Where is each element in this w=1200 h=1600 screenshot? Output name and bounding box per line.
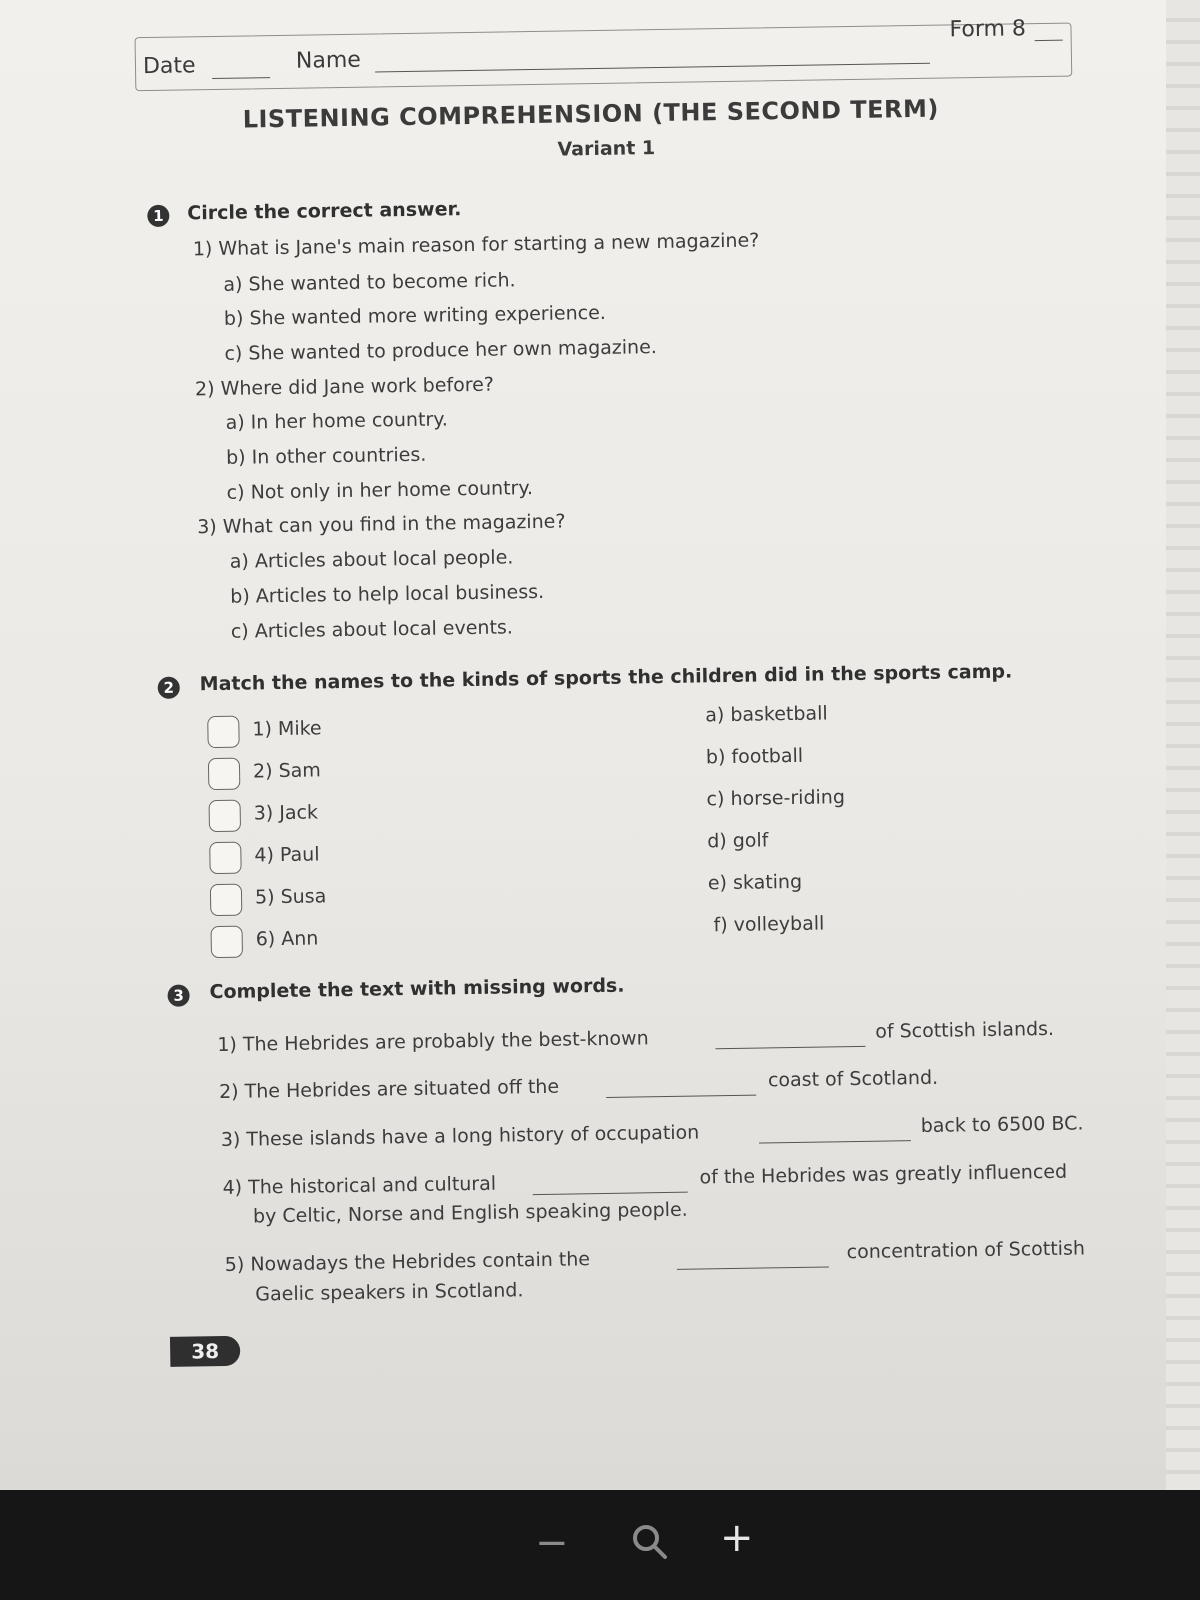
gap-sentence-3-start: 3) These islands have a long history of occupation	[220, 1121, 700, 1152]
q3-option-b: b) Articles to help local business.	[230, 580, 545, 608]
zoom-out-button[interactable]: −	[535, 1520, 569, 1566]
q2-option-b: b) In other countries.	[225, 443, 427, 469]
task1-instruction: Circle the correct answer.	[187, 198, 462, 225]
gap-sentence-1-start: 1) The Hebrides are probably the best-known	[217, 1027, 649, 1057]
task2-number-badge: 2	[158, 677, 180, 699]
gap-blank-2[interactable]	[606, 1095, 756, 1098]
gap-sentence-5-end: concentration of Scottish	[846, 1237, 1086, 1264]
q1-option-c: c) She wanted to produce her own magazine.	[224, 336, 658, 365]
gap-sentence-2-start: 2) The Hebrides are situated off the	[218, 1075, 560, 1104]
gap-sentence-5-start: 5) Nowadays the Hebrides contain the	[224, 1248, 591, 1276]
sport-option-e: e) skating	[707, 870, 803, 895]
match-box-1[interactable]	[207, 716, 239, 748]
zoom-in-button[interactable]: +	[720, 1515, 754, 1561]
name-label: Name	[295, 47, 362, 74]
q2-option-c: c) Not only in her home country.	[226, 477, 534, 504]
match-box-5[interactable]	[210, 884, 242, 916]
gap-blank-4[interactable]	[533, 1192, 688, 1195]
form-label: Form 8	[949, 16, 1027, 43]
match-box-6[interactable]	[211, 926, 243, 958]
match-name-3: 3) Jack	[253, 801, 319, 825]
sport-option-f: f) volleyball	[713, 912, 825, 937]
match-name-4: 4) Paul	[254, 843, 320, 867]
q1-option-a: a) She wanted to become rich.	[223, 269, 516, 296]
page-number: 38	[170, 1336, 240, 1367]
header-box	[135, 23, 1073, 92]
question-2: 2) Where did Jane work before?	[194, 373, 495, 401]
match-name-2: 2) Sam	[252, 759, 322, 783]
gap-sentence-3-end: back to 6500 BC.	[920, 1112, 1084, 1138]
gap-sentence-4-end: of the Hebrides was greatly influenced	[699, 1160, 1068, 1189]
gap-blank-1[interactable]	[715, 1046, 865, 1049]
sport-option-b: b) football	[705, 744, 804, 769]
q3-option-a: a) Articles about local people.	[229, 546, 514, 573]
sport-option-d: d) golf	[707, 829, 769, 853]
match-box-3[interactable]	[209, 800, 241, 832]
task1-number-badge: 1	[147, 205, 169, 227]
q2-option-a: a) In her home country.	[225, 408, 449, 434]
question-3: 3) What can you find in the magazine?	[197, 510, 566, 539]
gap-blank-3[interactable]	[759, 1140, 911, 1143]
match-name-5: 5) Susa	[254, 885, 327, 909]
match-box-4[interactable]	[209, 842, 241, 874]
gap-sentence-4-cont: by Celtic, Norse and English speaking people.	[252, 1198, 688, 1228]
match-name-1: 1) Mike	[252, 717, 322, 741]
gap-blank-5[interactable]	[677, 1266, 829, 1269]
gap-sentence-5-cont: Gaelic speakers in Scotland.	[255, 1279, 524, 1306]
q3-option-c: c) Articles about local events.	[230, 616, 514, 643]
page-title: LISTENING COMPREHENSION (THE SECOND TERM)	[242, 94, 940, 134]
gap-sentence-4-start: 4) The historical and cultural	[222, 1172, 497, 1199]
variant-label: Variant 1	[557, 137, 656, 161]
gap-sentence-1-end: of Scottish islands.	[875, 1017, 1055, 1043]
viewer-toolbar	[0, 1490, 1200, 1600]
q1-option-b: b) She wanted more writing experience.	[223, 301, 607, 330]
match-name-6: 6) Ann	[255, 927, 319, 951]
search-icon[interactable]	[628, 1520, 672, 1564]
date-label: Date	[142, 53, 196, 80]
sport-option-a: a) basketball	[705, 702, 828, 727]
match-box-2[interactable]	[208, 758, 240, 790]
gap-sentence-2-end: coast of Scotland.	[767, 1066, 939, 1092]
task3-instruction: Complete the text with missing words.	[209, 974, 625, 1004]
sport-option-c: c) horse-riding	[706, 786, 846, 811]
task3-number-badge: 3	[167, 984, 189, 1006]
question-1: 1) What is Jane's main reason for starting a new magazine?	[192, 229, 760, 261]
task2-instruction: Match the names to the kinds of sports the children did in the sports camp.	[199, 660, 1013, 696]
